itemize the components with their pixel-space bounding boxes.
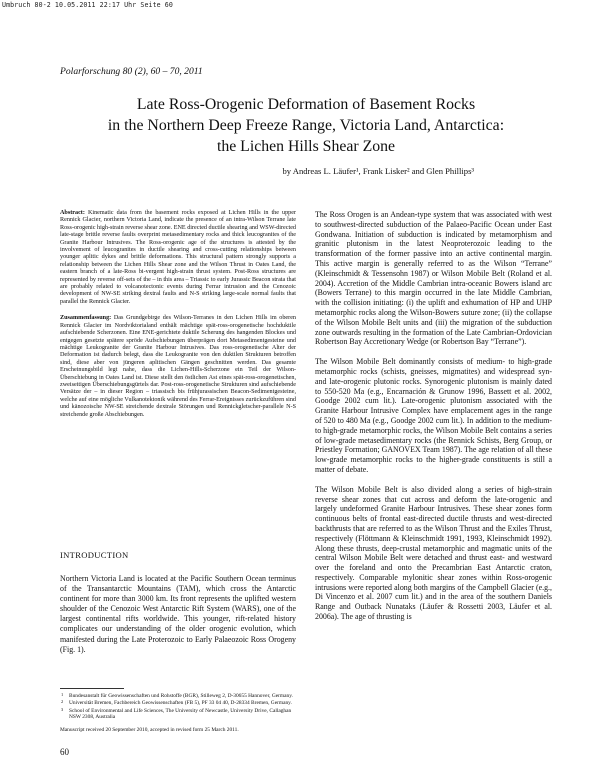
abstract xyxy=(60,210,296,306)
zusammenfassung-label: Zusammenfassung: xyxy=(60,315,112,322)
section-heading: INTRODUCTION xyxy=(60,550,129,560)
footnote xyxy=(60,693,296,699)
abstract-text: Kinematic data from the basement rocks exposed at Lichen Hills in the upper Rennick Glacier, northern Victoria Land, indicate the presence of an intra-Wilson Terrane late Ross-orogenic high-strain reverse shear zone. ENE directed ductile shearing and WSW-directed late-stage brittle reverse faults overprint metasedimentary rocks and thick leucogranites of the Granite Harbour Intrusives. The Ross-orogenic age of the structures is attested by the involvement of leucogranites in ductile shearing and cross-cutting relationships between younger aplitic dykes and brittle deformations. This structural pattern strongly supports a relationship between the Lichen Hills Shear zone and the Wilson Thrust in Oates Land, the eastern branch of a late-Ross bi-vergent high-strain thrust system. Post-Ross structures are represented by reverse off-sets of the – in this area – Triassic to early Jurassic Beacon strata that are probably related to volcanotectonic events during Ferrar intrusion and the Cenozoic development of NW-SE striking dextral faults and N-S striking large-scale normal faults that parallel the Rennick Glacier. xyxy=(60,210,296,305)
footnote-text: Bundesanstalt für Geowissenschaften und Rohstoffe (BGR), Stilleweg 2, D-30655 Hannover, Germany. xyxy=(69,693,293,699)
abstract-label: Abstract: xyxy=(60,210,85,216)
footnote-divider xyxy=(60,688,124,689)
title-line: in the Northern Deep Freeze Range, Victoria Land, Antarctica: xyxy=(107,117,505,134)
footnote-mark: 3 xyxy=(61,706,64,712)
body-paragraph: The Wilson Mobile Belt is also divided along a series of high-strain reverse shear zones that cut across and deform the late-orogenic and largely undeformed Granite Harbour Intrusives. These shear zones form continuous belts of frontal east-directed ductile thrusts and west-directed backthrusts that are referred to as the Wilson Thrust and the Exiles Thrust, respectively (Flöttmann & Kleinschmidt 1991, 1993, Kleinschmidt 1992). Along these thrusts, deep-crustal metamorphic and magmatic units of the central Wilson Mobile Belt were detached and thrust east- and westward over the foreland and onto the Precambrian East Antarctic craton, respectively. Comparable mylonitic shear zones within Ross-orogenic intrusions were reported along both margins of the Campbell Glacier (e.g., Di Vincenzo et al. 2007 cum lit.) and in the area of the southern Daniels Range and Outback Nunataks (Läufer & Rossetti 2003, Läufer et al. 2006a). The age of thrusting is xyxy=(315,484,552,622)
title-line: Late Ross-Orogenic Deformation of Basement Rocks xyxy=(136,96,476,113)
print-header: Umbruch 80-2 10.05.2011 22:17 Uhr Seite 60 xyxy=(2,1,173,9)
footnotes xyxy=(60,693,296,733)
zusammenfassung-text: Das Grundgebirge des Wilson-Terranes in den Lichen Hills im oberen Rennick Glacier im Nordviktorialand enthält mächtige spät-ross-orogenetische hochduktile aufschiebende Scherzonen. Eine ENE-gerichtete duktile Scherung des hangenden Blockes und entgegen gesetzte spätere spröde Aufschiebungen überprägen dort Metasedimentgesteine und mächtige Leukogranite der Granite Harbour Intrusives. Das ross-orogenetische Alter der Deformation ist dadurch belegt, dass die Leukogranite von den duktilen Strukturen betroffen sind, diese aber von jüngeren aplitischen Gängen geschnitten werden. Das gesamte Erscheinungsbild legt nahe, dass die Lichen-Hills-Scherzone ein Teil der Wilson-Überschiebung in Oates Land ist. Diese stellt den östlichen Ast eines spät-ross-orogenetischen, zweiseitigen Überschiebungsgürtels dar. Post-ross-orogenetische Strukturen sind aufschiebende Versätze der – in dieser Region – triassisch bis frühjurassischen Beacon-Sedimentgesteine, welche auf eine mögliche Vulkanotektonik während des Ferrar-Ereignisses zurückzuführen sind und känozoische NW-SE streichende dextrale Störungen und Rennickgletscher-parallele N-S streichende große Abschiebungen. xyxy=(60,315,296,418)
footnote xyxy=(60,708,296,721)
intro-paragraph: Northern Victoria Land is located at the Pacific Southern Ocean terminus of the Transantarctic Mountains (TAM), which cross the Antarctic continent for more than 3000 km. Its front represents the uplifted western shoulder of the Cenozoic West Antarctic Rift System (WARS), one of the largest continental rifts worldwide. This younger, rift-related history complicates our understanding of the older orogenic evolution, which manifested during the Late Proterozoic to Early Palaeozoic Ross Orogeny (Fig. 1). xyxy=(60,574,296,654)
footnote xyxy=(60,700,296,706)
body-paragraph: The Ross Orogen is an Andean-type system that was associated with west to southwest-directed subduction of the Palaeo-Pacific Ocean under East Gondwana. Initiation of subduction is indicated by metamorphism and granitic plutonism in the latest Neoproterozoic leading to the transformation of the former passive into an active continental margin. This active margin is generally referred to as the Wilson “Terrane” (Kleinschmidt & Tessensohn 1987) or Wilson Mobile Belt (Roland et al. 2004). Accretion of the Middle Cambrian intra-oceanic Bowers island arc (Bowers Terrane) to this margin occurred in the late Middle Cambrian, with the collision initiating: (i) the uplift and exhumation of HP and UHP metamorphic rocks along the Wilson-Bowers suture zone; (ii) the collapse of the Wilson Mobile Belt units and (iii) the migration of the subduction zone outwards resulting in the formation of the Late Cambrian-Ordovician Robertson Bay Accretionary Wedge (or Robertson Bay “Terrane”). xyxy=(315,210,552,347)
footnote-mark: 2 xyxy=(61,699,64,705)
body-paragraph: The Wilson Mobile Belt dominantly consists of medium- to high-grade metamorphic rocks (schists, gneisses, migmatites) and widespread syn- and late-orogenic plutonic rocks. Synorogenic plutonism is mainly dated to 550-520 Ma (e.g., Encarnación & Grunow 1996, Bassett et al. 2002, Goodge 2002 cum lit.). Late-orogenic plutonism associated with the Granite Harbour Intrusive Complex have emplacement ages in the range of 520 to 480 Ma (e.g., Goodge 2002 cum lit.). In addition to the medium- to high-grade metamorphic rocks, the Wilson Mobile Belt contains a series of low-grade metasedimentary rocks (the Rennick Schists, Berg Group, or Priestley Formation; GANOVEX Team 1987). The age relation of all these low-grade metamorphic rocks to the higher-grade constituents is still a matter of debate. xyxy=(315,357,552,474)
zusammenfassung xyxy=(60,315,296,419)
title-line: the Lichen Hills Shear Zone xyxy=(216,138,396,155)
journal-reference: Polarforschung 80 (2), 60 – 70, 2011 xyxy=(60,66,203,77)
footnote-text: Universität Bremen, Fachbereich Geowissenschaften (FB 5), PF 33 04 40, D-28334 Bremen, Germany. xyxy=(69,700,292,707)
right-column xyxy=(315,210,552,632)
footnote-text: School of Environmental and Life Sciences, The University of Newcastle, University Drive, Callaghan NSW 2308, Australia xyxy=(69,707,292,721)
author-line: by Andreas L. Läufer¹, Frank Lisker² and Glen Phillips³ xyxy=(282,166,474,176)
footnote-mark: 1 xyxy=(61,692,64,697)
manuscript-note: Manuscript received 20 September 2010, accepted in revised form 25 March 2011. xyxy=(60,726,239,733)
paper-title xyxy=(60,94,552,157)
left-column xyxy=(60,210,296,419)
page-number: 60 xyxy=(60,747,69,757)
